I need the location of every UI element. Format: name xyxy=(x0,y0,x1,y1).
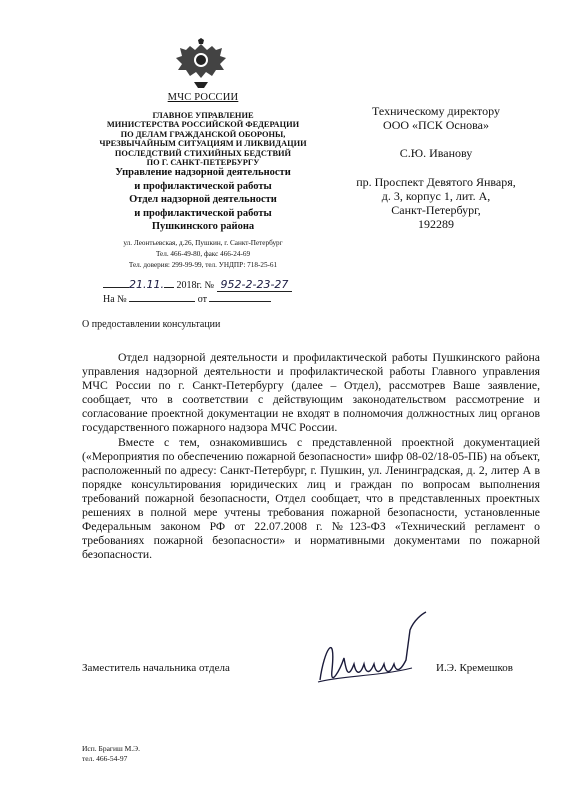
reply-number-blank xyxy=(129,292,195,302)
recipient-title: Техническому директору xyxy=(372,104,500,118)
reply-date-blank xyxy=(209,292,271,302)
reply-to-label: На № xyxy=(103,294,127,305)
address-line: ул. Леонтьевская, д.26, Пушкин, г. Санкт-Петербург xyxy=(123,239,283,247)
recipient-spacer xyxy=(331,132,541,146)
department-line: и профилактической работы xyxy=(134,207,272,219)
recipient-address-line: Санкт-Петербург, xyxy=(391,203,481,218)
department-line: Пушкинского района xyxy=(151,221,255,232)
ministry-line: ПОСЛЕДСТВИЙ СТИХИЙНЫХ БЕДСТВИЙ xyxy=(114,148,292,158)
reg-date: 21.11. xyxy=(129,278,164,291)
recipient-address-line: пр. Проспект Девятого Января, xyxy=(356,174,516,189)
ministry-line: ПО Г. САНКТ-ПЕТЕРБУРГУ xyxy=(146,158,260,168)
recipient-company: ООО «ПСК Основа» xyxy=(383,118,489,133)
department-block xyxy=(88,166,318,234)
department-line: Управление надзорной деятельности xyxy=(115,167,291,178)
reply-from-label: от xyxy=(197,294,207,305)
agency-name: МЧС РОССИИ xyxy=(167,92,239,103)
sender-address xyxy=(88,238,318,271)
recipient-block xyxy=(331,104,541,231)
handwritten-signature xyxy=(310,610,430,700)
ministry-line: ПО ДЕЛАМ ГРАЖДАНСКОЙ ОБОРОНЫ, xyxy=(120,129,286,139)
department-line: Отдел надзорной деятельности xyxy=(129,194,277,205)
address-line: Тел. доверия: 299-99-99, тел. УНДПР: 718-25-61 xyxy=(128,261,278,269)
letter-body xyxy=(82,351,540,562)
registration-line xyxy=(103,278,313,291)
mchs-emblem-icon xyxy=(168,38,234,90)
signatory-title: Заместитель начальника отдела xyxy=(82,662,230,674)
signatory-name: И.Э. Кремешков xyxy=(436,662,513,674)
ministry-line: ГЛАВНОЕ УПРАВЛЕНИЕ xyxy=(152,111,254,120)
ministry-line: МИНИСТЕРСТВА РОССИЙСКОЙ ФЕДЕРАЦИИ xyxy=(106,120,300,130)
recipient-spacer xyxy=(331,161,541,175)
reg-date-underline xyxy=(164,278,174,288)
ministry-line: ЧРЕЗВЫЧАЙНЫМ СИТУАЦИЯМ И ЛИКВИДАЦИИ xyxy=(99,139,307,149)
recipient-name: С.Ю. Иванову xyxy=(399,146,473,161)
department-line: и профилактической работы xyxy=(134,180,272,192)
address-line: Тел. 466-49-80, факс 466-24-69 xyxy=(155,250,251,258)
body-paragraph: Отдел надзорной деятельности и профилактической работы Пушкинского района управления надзорной деятельности и профилактической работы Главного управления МЧС России по г. Санкт-Петербургу (далее – Отдел), рассмотрев Ваше заявление, сообщает, что в соответствии с действующим законодательством рассмотрение и согласование проектной документации не входят в полномочия должностных лиц органов государственного пожарного надзора МЧС России. xyxy=(82,351,540,435)
subject-line: О предоставлении консультации xyxy=(82,319,221,330)
body-paragraph: Вместе с тем, ознакомившись с представленной проектной документацией («Мероприятия по обеспечению пожарной безопасности» шифр 08-02/18-05-ПБ) на объект, расположенный по адресу: Санкт-Петербург, г. Пушкин, ул. Ленинградская, д. 2, литер А в порядке консультирования юридических лиц и граждан по вопросам выполнения требований пожарной безопасности, Отдел сообщает, что в представленных проектных решениях в полной мере учтены требования пожарной безопасности, установленные Федеральным законом РФ от 22.07.2008 г. №123-ФЗ «Технический регламент о требованиях пожарной безопасности» и нормативными документами по пожарной безопасности. xyxy=(82,435,540,562)
reply-to-line xyxy=(103,292,313,305)
recipient-address-line: д. 3, корпус 1, лит. А, xyxy=(381,188,491,203)
executor-block xyxy=(82,744,140,764)
ministry-block xyxy=(88,111,318,167)
reg-number: 952-2-23-27 xyxy=(217,278,293,292)
recipient-address-line: 192289 xyxy=(418,217,454,232)
reg-year: 2018г. № xyxy=(176,280,215,291)
executor-phone: тел. 466-54-97 xyxy=(82,754,128,763)
reg-date-blank xyxy=(103,278,129,288)
executor-name: Исп. Брагиш М.Э. xyxy=(82,744,141,753)
